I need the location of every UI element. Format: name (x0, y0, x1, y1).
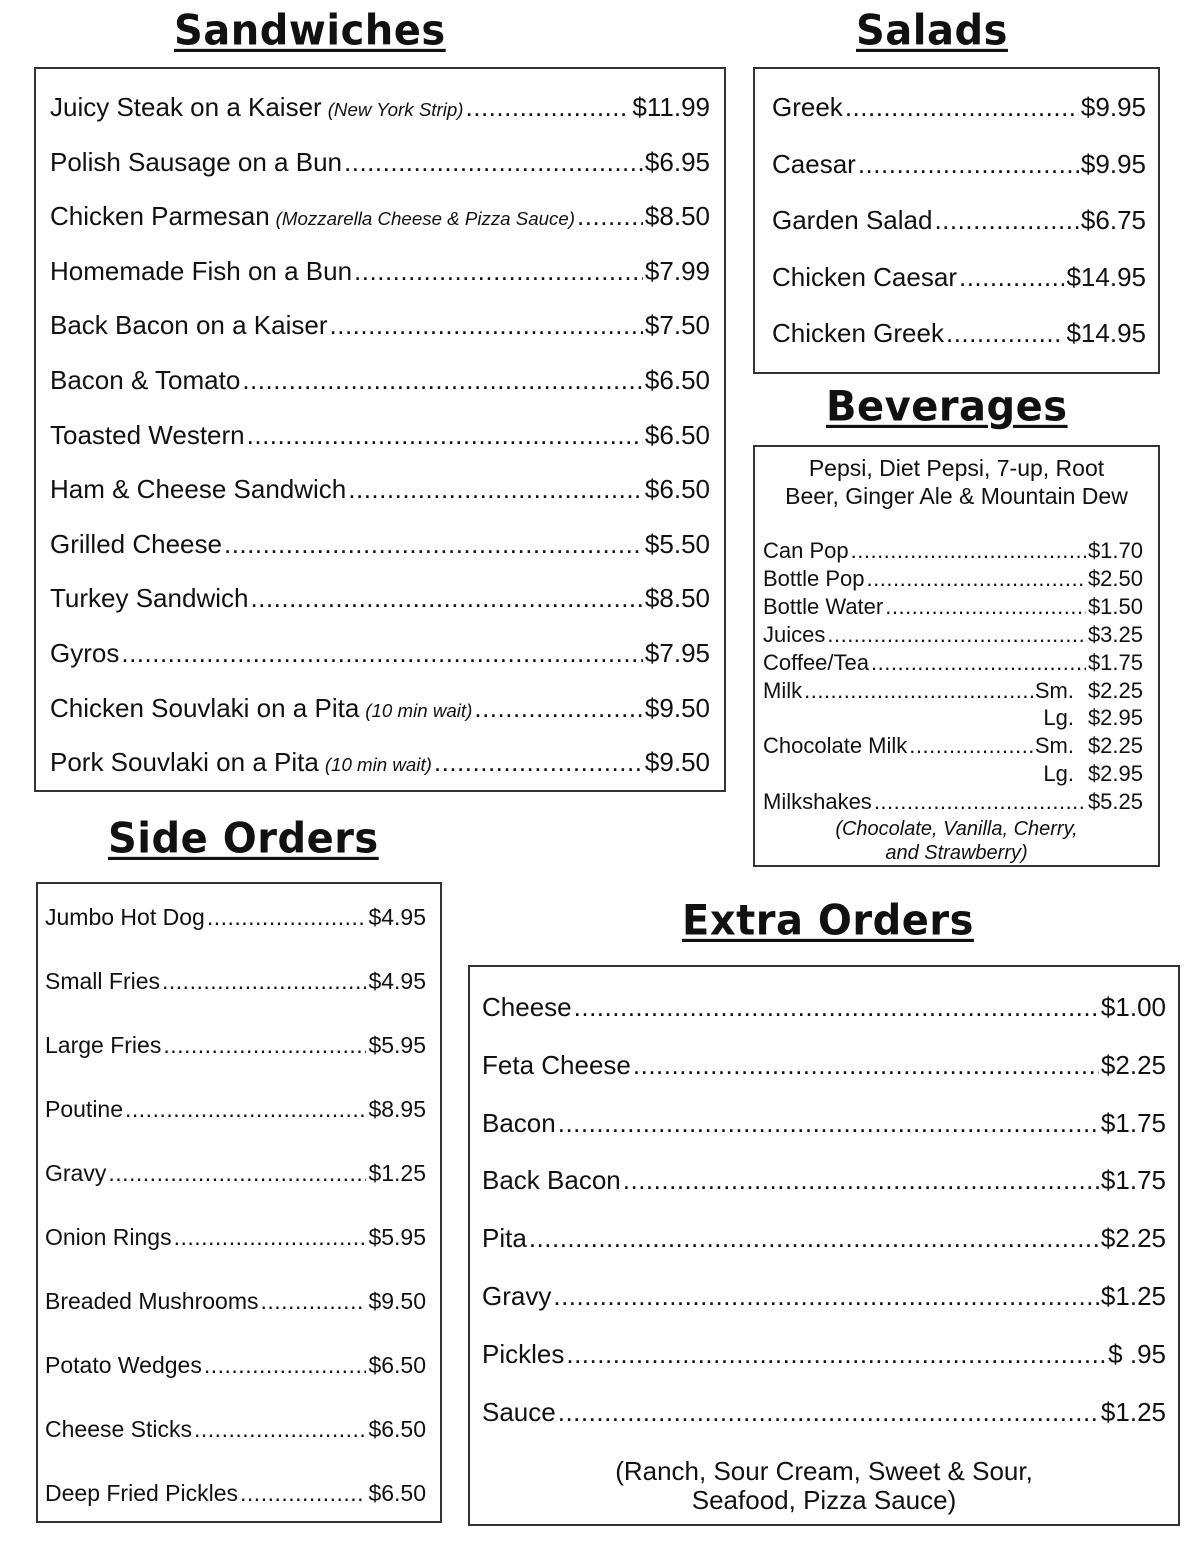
item-name: Gyros (50, 638, 120, 668)
dot-leader (242, 365, 643, 396)
item-price: $5.25 (1087, 789, 1143, 815)
dot-leader (240, 1480, 366, 1507)
item-size: Lg. (1043, 761, 1074, 787)
item-price: $6.50 (368, 1416, 426, 1442)
item-name: Gravy (45, 1160, 107, 1186)
item-name: Poutine (45, 1096, 124, 1122)
item-price: $7.95 (644, 638, 710, 668)
menu-item (45, 1288, 426, 1315)
menu-item (482, 1339, 1166, 1370)
menu-item (763, 566, 1143, 592)
item-price: $2.95 (1087, 761, 1143, 787)
menu-item (50, 420, 710, 451)
item-name: Large Fries (45, 1032, 162, 1058)
menu-item (45, 1224, 426, 1251)
menu-item (50, 529, 710, 560)
menu-item (482, 1223, 1166, 1254)
item-price: $2.25 (1087, 677, 1143, 703)
item-name: Can Pop (763, 538, 849, 563)
item-price: $6.50 (644, 365, 710, 395)
item-name: Milk (763, 677, 803, 703)
item-price: $1.25 (1100, 1396, 1166, 1427)
dot-leader (348, 474, 643, 505)
menu-item (763, 594, 1143, 620)
item-price: $9.50 (644, 747, 710, 778)
dot-leader (827, 622, 1086, 648)
dot-leader (577, 201, 643, 232)
dot-leader (558, 1397, 1099, 1428)
item-name: Chicken Parmesan (50, 201, 270, 232)
dot-leader (204, 1352, 367, 1379)
item-name: Chicken Caesar (772, 261, 957, 292)
item-price: $1.50 (1087, 593, 1143, 619)
menu-item (763, 705, 1143, 731)
menu-item (45, 1352, 426, 1379)
item-price: $1.75 (1087, 649, 1143, 675)
menu-item (45, 1096, 426, 1123)
dot-leader (885, 594, 1086, 620)
item-name: Potato Wedges (45, 1352, 202, 1378)
item-price: $5.50 (644, 528, 710, 559)
item-price: $9.95 (1080, 92, 1146, 122)
item-name: Turkey Sandwich (50, 583, 249, 614)
item-price: $6.75 (1080, 205, 1146, 235)
item-price: $1.00 (1100, 992, 1166, 1022)
dot-leader (858, 149, 1079, 180)
item-name: Chocolate Milk (763, 733, 908, 759)
item-name: Pork Souvlaki on a Pita (50, 747, 319, 778)
item-size: Lg. (1043, 705, 1074, 731)
menu-item (45, 1416, 426, 1443)
menu-item (763, 538, 1143, 564)
menu-item (45, 1480, 426, 1507)
beverages-title: Beverages (826, 382, 1068, 432)
menu-item (45, 1160, 426, 1187)
item-name: Deep Fried Pickles (45, 1480, 239, 1506)
sandwiches-title: Sandwiches (174, 6, 446, 56)
item-name: Caesar (772, 148, 856, 179)
dot-leader (959, 262, 1064, 293)
item-name: Pita (482, 1223, 527, 1254)
item-name: Polish Sausage on a Bun (50, 146, 342, 177)
item-name: Milkshakes (763, 789, 872, 815)
item-price: $8.50 (644, 201, 710, 232)
item-name: Jumbo Hot Dog (45, 904, 205, 930)
item-name: Chicken Greek (772, 318, 944, 348)
menu-item (482, 992, 1166, 1023)
item-name: Back Bacon (482, 1165, 621, 1196)
menu-item (50, 147, 710, 178)
item-price: $9.95 (1080, 148, 1146, 179)
item-name: Coffee/Tea (763, 649, 870, 675)
item-price: $1.75 (1100, 1165, 1166, 1196)
item-name: Grilled Cheese (50, 528, 222, 559)
menu-item (50, 92, 710, 123)
menu-item (50, 747, 710, 778)
dot-leader (330, 310, 643, 341)
item-name: Chicken Souvlaki on a Pita (50, 692, 360, 723)
dot-leader (163, 1032, 366, 1059)
item-name: Cheese Sticks (45, 1416, 193, 1442)
dot-leader (558, 1108, 1099, 1139)
dot-leader (121, 638, 643, 669)
dot-leader (623, 1165, 1099, 1196)
item-name: Bacon & Tomato (50, 365, 241, 395)
item-price: $ .95 (1108, 1338, 1166, 1369)
dot-leader (874, 789, 1086, 815)
item-price: $7.50 (644, 310, 710, 341)
menu-item (482, 1397, 1166, 1428)
dot-leader (250, 583, 642, 614)
menu-item (772, 149, 1146, 180)
menu-item (482, 1050, 1166, 1081)
dot-leader (867, 566, 1086, 592)
menu-item (772, 205, 1146, 236)
menu-item (50, 310, 710, 341)
menu-item (772, 262, 1146, 293)
milkshake-flavors-line1: (Chocolate, Vanilla, Cherry, (835, 818, 1078, 840)
menu-item (50, 583, 710, 614)
menu-item (772, 92, 1146, 123)
item-price: $5.95 (368, 1224, 426, 1250)
item-name: Juicy Steak on a Kaiser (50, 92, 322, 122)
item-name: Small Fries (45, 968, 161, 994)
item-name: Homemade Fish on a Bun (50, 255, 353, 286)
item-name: Back Bacon on a Kaiser (50, 310, 328, 341)
menu-item (45, 968, 426, 995)
dot-leader (574, 992, 1099, 1023)
item-name: Bottle Water (763, 593, 884, 619)
item-price: $4.95 (368, 904, 426, 930)
item-name: Bottle Pop (763, 565, 865, 591)
dot-leader (466, 92, 631, 123)
menu-item (50, 638, 710, 669)
menu-item (772, 318, 1146, 349)
menu-item (50, 693, 710, 724)
dot-leader (224, 529, 643, 560)
item-price: $2.50 (1087, 565, 1143, 591)
item-name: Garden Salad (772, 205, 933, 235)
item-name: Feta Cheese (482, 1049, 631, 1080)
dot-leader (261, 1288, 367, 1315)
dot-leader (529, 1223, 1099, 1254)
dot-leader (845, 92, 1079, 123)
item-note: (10 min wait) (324, 754, 432, 776)
dot-leader (474, 693, 643, 724)
menu-item (763, 622, 1143, 648)
menu-item (763, 678, 1143, 704)
item-price: $14.95 (1066, 318, 1146, 348)
menu-item (482, 1165, 1166, 1196)
menu-item (763, 733, 1143, 759)
dot-leader (247, 420, 643, 451)
item-price: $6.50 (644, 419, 710, 450)
item-name: Breaded Mushrooms (45, 1288, 259, 1314)
menu-item (763, 650, 1143, 676)
item-price: $2.25 (1100, 1049, 1166, 1080)
dot-leader (804, 678, 1033, 704)
item-name: Pickles (482, 1338, 565, 1369)
extra-orders-title: Extra Orders (682, 896, 974, 946)
menu-item (482, 1281, 1166, 1312)
dot-leader (174, 1224, 367, 1251)
item-name: Ham & Cheese Sandwich (50, 474, 347, 505)
item-note: (Mozzarella Cheese & Pizza Sauce) (275, 208, 576, 230)
sauce-options-line2: Seafood, Pizza Sauce) (691, 1485, 957, 1515)
dot-leader (633, 1050, 1099, 1081)
item-price: $1.25 (368, 1160, 426, 1186)
side-orders-title: Side Orders (108, 814, 379, 864)
dot-leader (909, 733, 1033, 759)
beverages-intro-line1: Pepsi, Diet Pepsi, 7-up, Root (808, 455, 1105, 481)
item-name: Greek (772, 92, 843, 122)
sauce-options-line1: (Ranch, Sour Cream, Sweet & Sour, (615, 1456, 1033, 1486)
dot-leader (125, 1096, 366, 1123)
dot-leader (871, 650, 1086, 676)
item-price: $14.95 (1066, 261, 1146, 292)
dot-leader (344, 147, 643, 178)
menu-item (763, 761, 1143, 787)
menu-item (50, 474, 710, 505)
item-price: $2.25 (1087, 733, 1143, 759)
item-note: (New York Strip) (327, 99, 464, 120)
item-price: $8.50 (644, 583, 710, 614)
dot-leader (851, 538, 1086, 564)
item-price: $2.95 (1087, 705, 1143, 731)
dot-leader (934, 205, 1078, 236)
dot-leader (354, 256, 643, 287)
milkshake-flavors-line2: and Strawberry) (885, 842, 1028, 864)
item-name: Toasted Western (50, 419, 245, 450)
item-price: $9.50 (644, 692, 710, 723)
item-name: Onion Rings (45, 1224, 172, 1250)
menu-item (482, 1108, 1166, 1139)
dot-leader (108, 1160, 366, 1187)
menu-item (45, 904, 426, 931)
item-price: $7.99 (644, 255, 710, 286)
dot-leader (434, 747, 643, 778)
item-size: Sm. (1034, 733, 1074, 759)
item-name: Cheese (482, 992, 572, 1022)
dot-leader (194, 1416, 366, 1443)
beverages-intro-line2: Beer, Ginger Ale & Mountain Dew (785, 483, 1128, 509)
dot-leader (566, 1339, 1106, 1370)
item-name: Gravy (482, 1281, 552, 1311)
item-note: (10 min wait) (365, 699, 473, 721)
item-name: Bacon (482, 1107, 556, 1138)
item-price: $5.95 (368, 1032, 426, 1058)
item-price: $2.25 (1100, 1223, 1166, 1254)
item-price: $4.95 (368, 968, 426, 994)
salads-title: Salads (856, 6, 1008, 56)
menu-item (50, 201, 710, 232)
item-price: $3.25 (1087, 621, 1143, 647)
item-price: $6.50 (368, 1480, 426, 1506)
dot-leader (207, 904, 367, 931)
item-size: Sm. (1034, 677, 1074, 703)
menu-item (50, 365, 710, 396)
item-price: $1.70 (1087, 538, 1143, 563)
item-price: $1.25 (1100, 1281, 1166, 1311)
item-price: $6.95 (644, 146, 710, 177)
item-price: $8.95 (368, 1096, 426, 1122)
dot-leader (162, 968, 366, 995)
menu-item (45, 1032, 426, 1059)
item-price: $11.99 (632, 92, 710, 122)
item-price: $9.50 (368, 1288, 426, 1314)
item-price: $6.50 (368, 1352, 426, 1378)
dot-leader (553, 1281, 1099, 1312)
dot-leader (946, 318, 1065, 349)
item-name: Sauce (482, 1396, 556, 1427)
item-price: $1.75 (1100, 1107, 1166, 1138)
menu-item (50, 256, 710, 287)
menu-item (763, 789, 1143, 815)
item-price: $6.50 (644, 474, 710, 505)
item-name: Juices (763, 621, 826, 647)
